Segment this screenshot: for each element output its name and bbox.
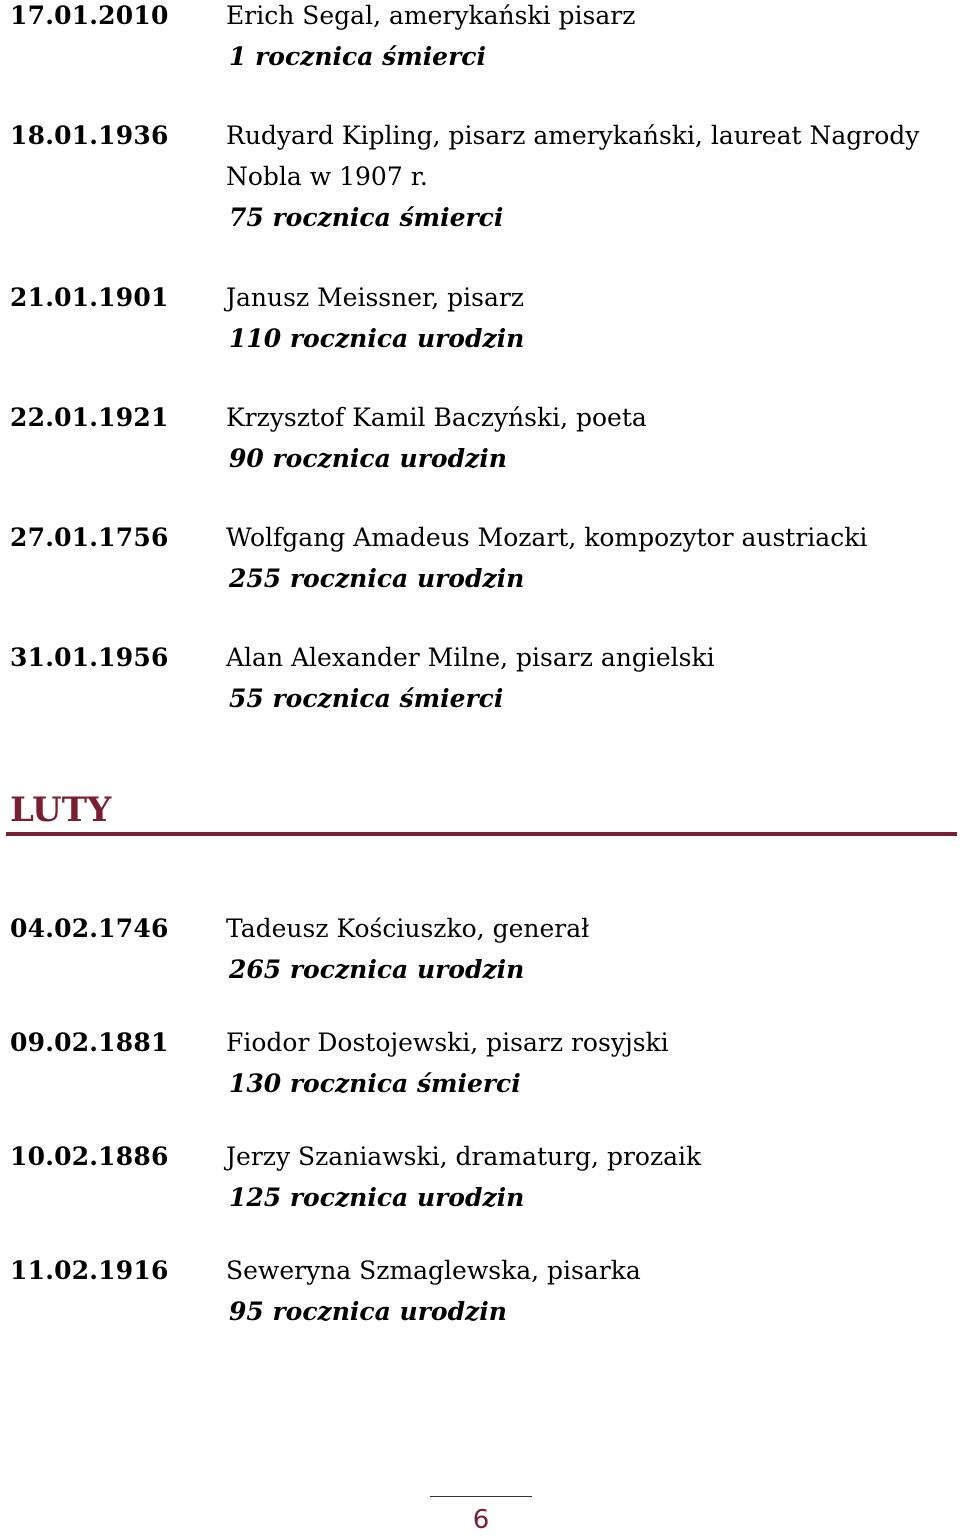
- entry-date: 21.01.1901: [10, 283, 169, 312]
- section-title-luty: LUTY: [10, 790, 112, 830]
- entry-description: [226, 1022, 956, 1104]
- entry-description: [226, 517, 956, 599]
- entry-text: Nobla w 1907 r.: [226, 162, 428, 191]
- entry-date: 31.01.1956: [10, 643, 169, 672]
- entry-description: [226, 115, 956, 238]
- entry-anniversary: 255 rocznica urodzin: [229, 564, 525, 593]
- entry-date: 10.02.1886: [10, 1142, 169, 1171]
- entry-date: 18.01.1936: [10, 121, 169, 150]
- entry-text: Krzysztof Kamil Baczyński, poeta: [226, 403, 647, 432]
- entry-text: Wolfgang Amadeus Mozart, kompozytor austriacki: [226, 523, 868, 552]
- entry-text: Erich Segal, amerykański pisarz: [226, 1, 636, 30]
- entry-date: 22.01.1921: [10, 403, 169, 432]
- entry-text: Jerzy Szaniawski, dramaturg, prozaik: [226, 1142, 702, 1171]
- entry-anniversary: 265 rocznica urodzin: [229, 955, 525, 984]
- entry-date: 09.02.1881: [10, 1028, 169, 1057]
- entry-description: [226, 1136, 956, 1218]
- entry-anniversary: 110 rocznica urodzin: [229, 324, 525, 353]
- entry-description: [226, 908, 956, 990]
- entry-description: [226, 277, 956, 359]
- entry-date: 04.02.1746: [10, 914, 169, 943]
- entry-anniversary: 125 rocznica urodzin: [229, 1183, 525, 1212]
- entry-anniversary: 1 rocznica śmierci: [229, 42, 486, 71]
- entry-text: Tadeusz Kościuszko, generał: [226, 914, 590, 943]
- entry-anniversary: 130 rocznica śmierci: [229, 1069, 521, 1098]
- entry-description: [226, 0, 956, 77]
- entry-date: 17.01.2010: [10, 1, 169, 30]
- footer-divider: [430, 1496, 532, 1497]
- entry-text: Rudyard Kipling, pisarz amerykański, laureat Nagrody: [226, 121, 920, 150]
- entry-text: Seweryna Szmaglewska, pisarka: [226, 1256, 641, 1285]
- entry-anniversary: 95 rocznica urodzin: [229, 1297, 507, 1326]
- entry-text: Alan Alexander Milne, pisarz angielski: [226, 643, 715, 672]
- entry-anniversary: 75 rocznica śmierci: [229, 203, 504, 232]
- entry-date: 27.01.1756: [10, 523, 169, 552]
- entry-description: [226, 397, 956, 479]
- section-divider: [6, 832, 957, 836]
- entry-text: Fiodor Dostojewski, pisarz rosyjski: [226, 1028, 669, 1057]
- entry-text: Janusz Meissner, pisarz: [226, 283, 524, 312]
- entry-anniversary: 90 rocznica urodzin: [229, 444, 507, 473]
- entry-date: 11.02.1916: [10, 1256, 169, 1285]
- entry-anniversary: 55 rocznica śmierci: [229, 684, 504, 713]
- entry-description: [226, 637, 956, 719]
- page-number: 6: [472, 1505, 490, 1535]
- entry-description: [226, 1250, 956, 1332]
